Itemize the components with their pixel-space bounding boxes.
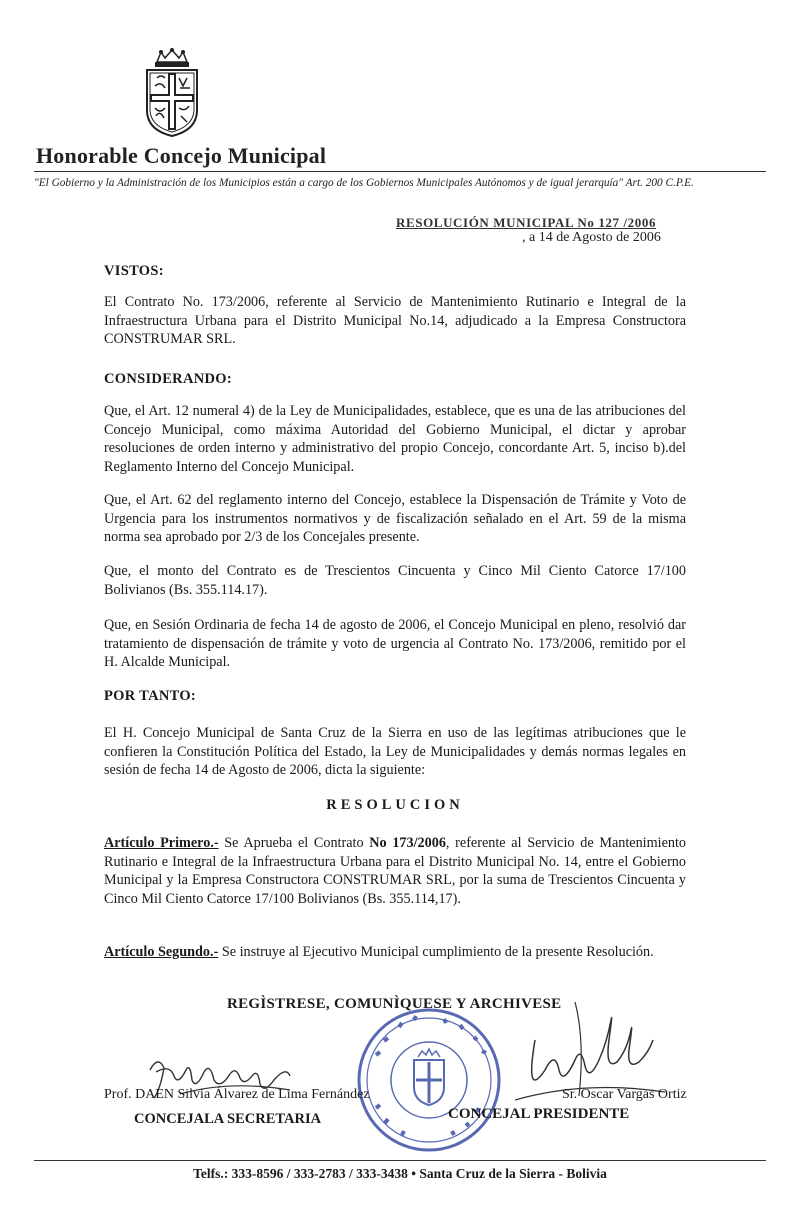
signatory-left-name: Prof. DAEN Silvia Álvarez de Lima Fernández	[104, 1087, 370, 1102]
article-second	[104, 943, 686, 962]
header-motto: "El Gobierno y la Administración de los Municipios están a cargo de los Gobiernos Municipales Autónomos y de igual jerarquía" Art. 200 C.P.E.	[34, 177, 694, 189]
article-text: , referente al Servicio de Mantenimiento Rutinario e Integral de la Infraestructura Urbana para el Distrito Municipal No. 14, entre el Gobierno Municipal y la Empresa Constructora CONSTRUMAR SRL, por la suma de Trescientos Cincuenta y Cinco Mil Ciento Catorce 17/100 Bolivianos (Bs. 355.114,17).	[104, 835, 687, 907]
por-tanto-heading: POR TANTO:	[104, 688, 197, 704]
contract-number: No 173/2006	[369, 835, 446, 851]
official-seal-icon	[354, 1005, 504, 1155]
resolution-number: RESOLUCIÓN MUNICIPAL No 127 /2006	[396, 215, 657, 230]
por-tanto-paragraph: El H. Concejo Municipal de Santa Cruz de la Sierra en uso de las legítimas atribuciones que le confieren la Constitución Política del Estado, la Ley de Municipalidades y demás normas legales en sesión de fecha 14 de Agosto de 2006, dicta la siguiente:	[104, 725, 686, 778]
vistos-paragraph: El Contrato No. 173/2006, referente al Servicio de Mantenimiento Rutinario e Integral de la Infraestructura Urbana para el Distrito Municipal No.14, adjudicado a la Empresa Constructora CONSTRUMAR SRL.	[104, 294, 686, 347]
article-label: Artículo Primero.-	[104, 835, 219, 851]
article-first	[104, 834, 686, 908]
coat-of-arms-icon	[143, 48, 201, 138]
signatory-left-title: CONCEJALA SECRETARIA	[134, 1111, 322, 1127]
footer-contact: Telfs.: 333-8596 / 333-2783 / 333-3438 • Santa Cruz de la Sierra - Bolivia	[193, 1166, 607, 1181]
considerando-paragraph: Que, en Sesión Ordinaria de fecha 14 de agosto de 2006, el Concejo Municipal en pleno, resolvió dar tratamiento de dispensación de trámite y voto de urgencia al Contrato No. 173/2006, remitido por el H. Alcalde Municipal.	[104, 617, 686, 670]
closing-formula: REGÌSTRESE, COMUNÌQUESE Y ARCHIVESE	[227, 996, 562, 1012]
signatory-right-name: Sr. Oscar Vargas Ortiz	[562, 1087, 687, 1102]
footer-divider	[34, 1160, 766, 1161]
article-text: Se Aprueba el Contrato	[218, 835, 370, 851]
resolucion-heading: RESOLUCION	[326, 797, 464, 813]
considerando-heading: CONSIDERANDO:	[104, 371, 232, 387]
signatory-right-title: CONCEJAL PRESIDENTE	[448, 1106, 630, 1122]
resolution-date: , a 14 de Agosto de 2006	[522, 230, 661, 245]
considerando-paragraph: Que, el Art. 62 del reglamento interno del Concejo, establece la Dispensación de Trámite y Voto de Urgencia para los instrumentos normativos y de fiscalización señalado en el Art. 59 de la misma norma sea aprobado por 2/3 de los Concejales presente.	[104, 492, 686, 545]
considerando-paragraph: Que, el Art. 12 numeral 4) de la Ley de Municipalidades, establece, que es una de las atribuciones del Concejo Municipal, como máxima Autoridad del Gobierno Municipal, el dictar y aprobar resoluciones de orden interno y administrativo del propio Concejo, concordante Art. 5, inciso b).del Reglamento Interno del Concejo Municipal.	[104, 403, 686, 475]
vistos-heading: VISTOS:	[104, 263, 164, 279]
article-label: Artículo Segundo.-	[104, 944, 219, 960]
header-divider	[34, 171, 766, 172]
article-text: Se instruye al Ejecutivo Municipal cumplimiento de la presente Resolución.	[218, 944, 654, 960]
considerando-paragraph: Que, el monto del Contrato es de Trescientos Cincuenta y Cinco Mil Ciento Catorce 17/100 Bolivianos (Bs. 355.114.17).	[104, 563, 686, 598]
organization-name: Honorable Concejo Municipal	[36, 143, 327, 168]
